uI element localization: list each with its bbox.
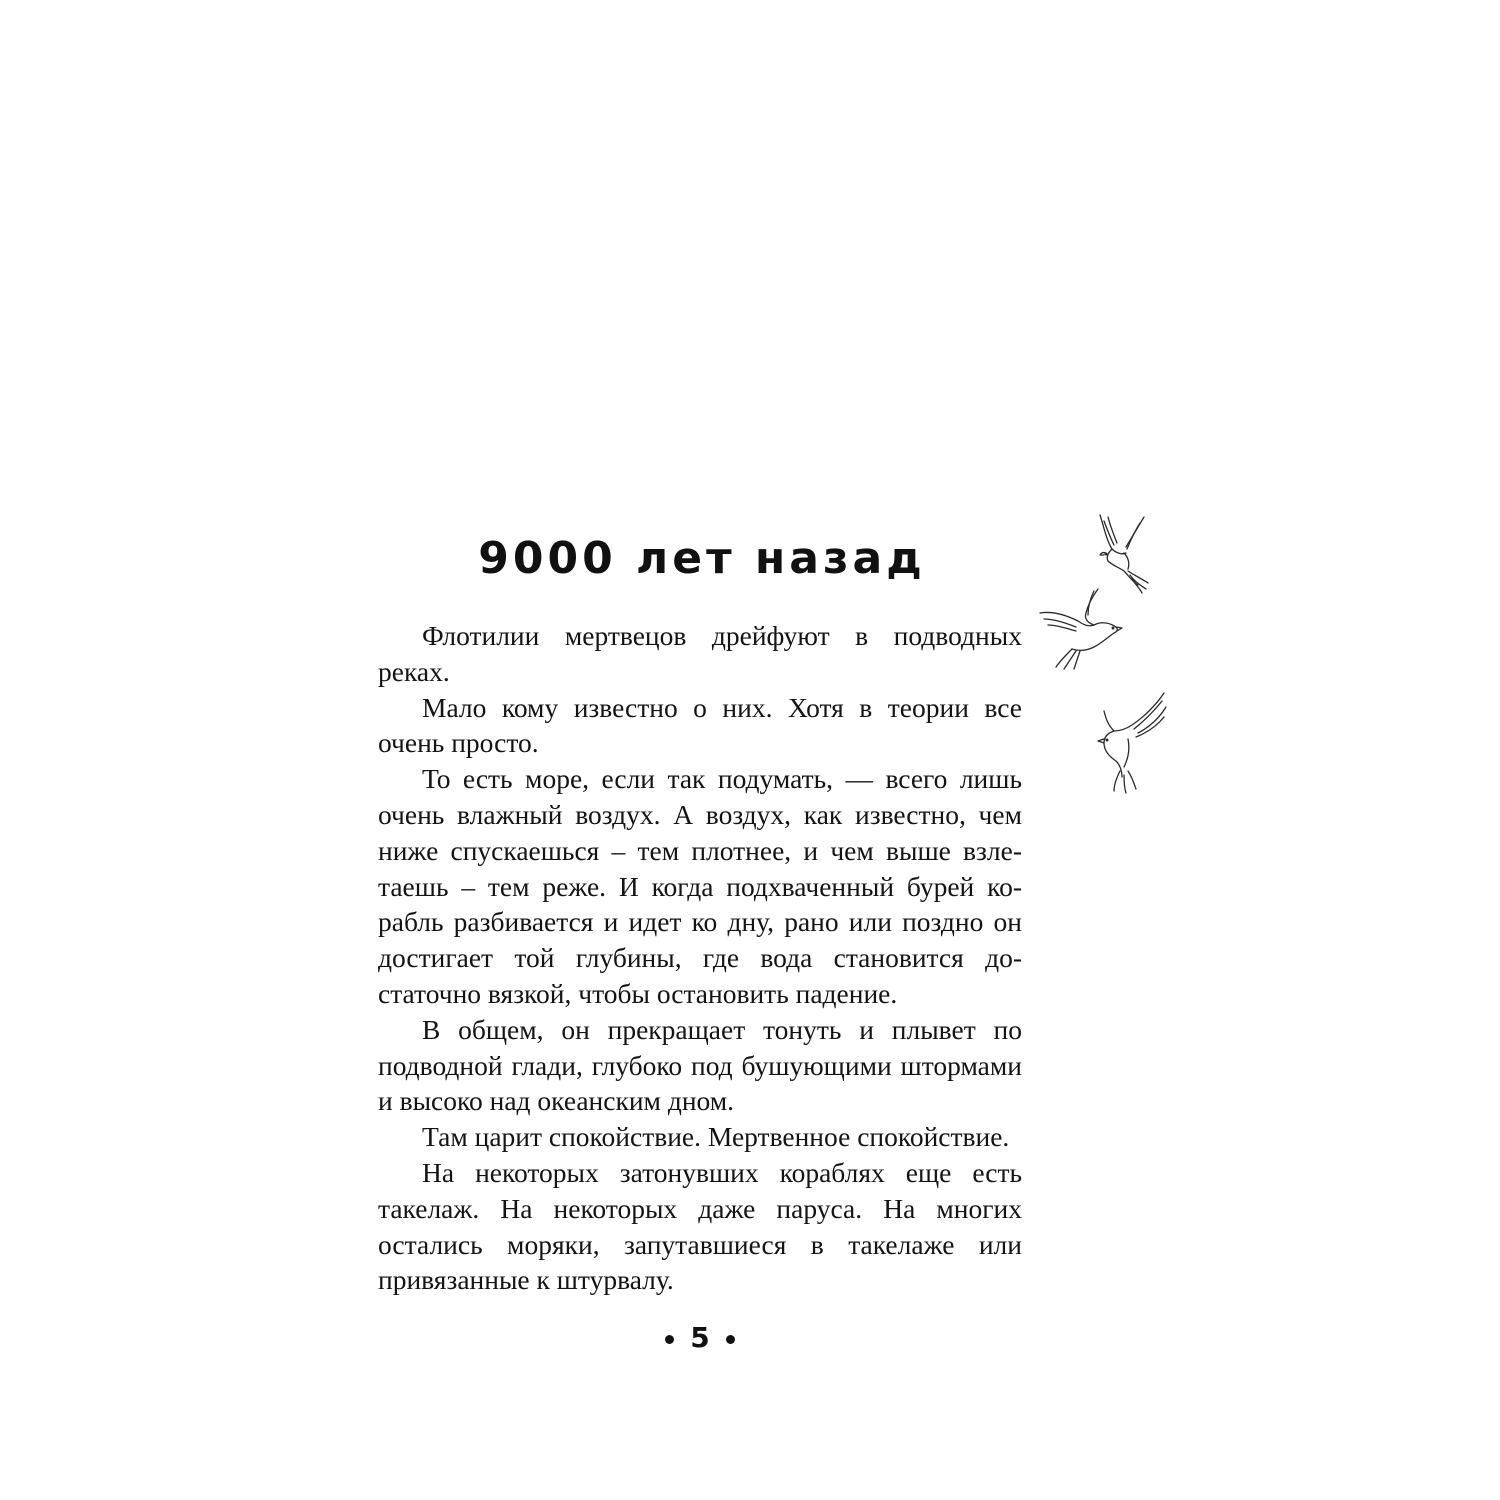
paragraph: В общем, он прекращает тонуть и плывет по подводной глади, глубоко под бушующими штормами и высоко над океанским дном. [378,1013,1022,1117]
chapter-title: 9000 лет назад [478,533,926,584]
paragraph: Мало кому известно о них. Хотя в теории все очень просто. [378,691,1022,759]
bullet-icon [665,1335,674,1344]
paragraph: На некоторых затонувших кораблях еще есть такелаж. На некоторых даже паруса. На многих остались моряки, запутавшиеся в такелаже или привязанные к штурвалу. [378,1156,1022,1296]
dove-icon [1040,589,1122,669]
dove-icon [1098,693,1166,793]
page-number-value: 5 [690,1321,710,1354]
paragraph: То есть море, если так подумать, — всего лишь очень влажный воздух. А воздух, как известно, чем ниже спускаешься – тем плотнее, и чем выше взлетаешь – тем реже. И когда подхваченный бурей корабль разбивается и идет ко дну, рано или поздно он достигает той глубины, где вода становится достаточно вязкой, чтобы остановить падение. [378,763,1022,1009]
paragraph: Флотилии мертвецов дрейфуют в подводных реках. [378,620,1022,687]
dove-icon [1100,515,1148,593]
paragraph: Там царит спокойствие. Мертвенное спокойствие. [422,1121,1010,1153]
doves-illustration [1030,505,1180,805]
page-number [600,1318,800,1358]
bullet-icon [726,1335,735,1344]
body-text [378,618,1022,1298]
